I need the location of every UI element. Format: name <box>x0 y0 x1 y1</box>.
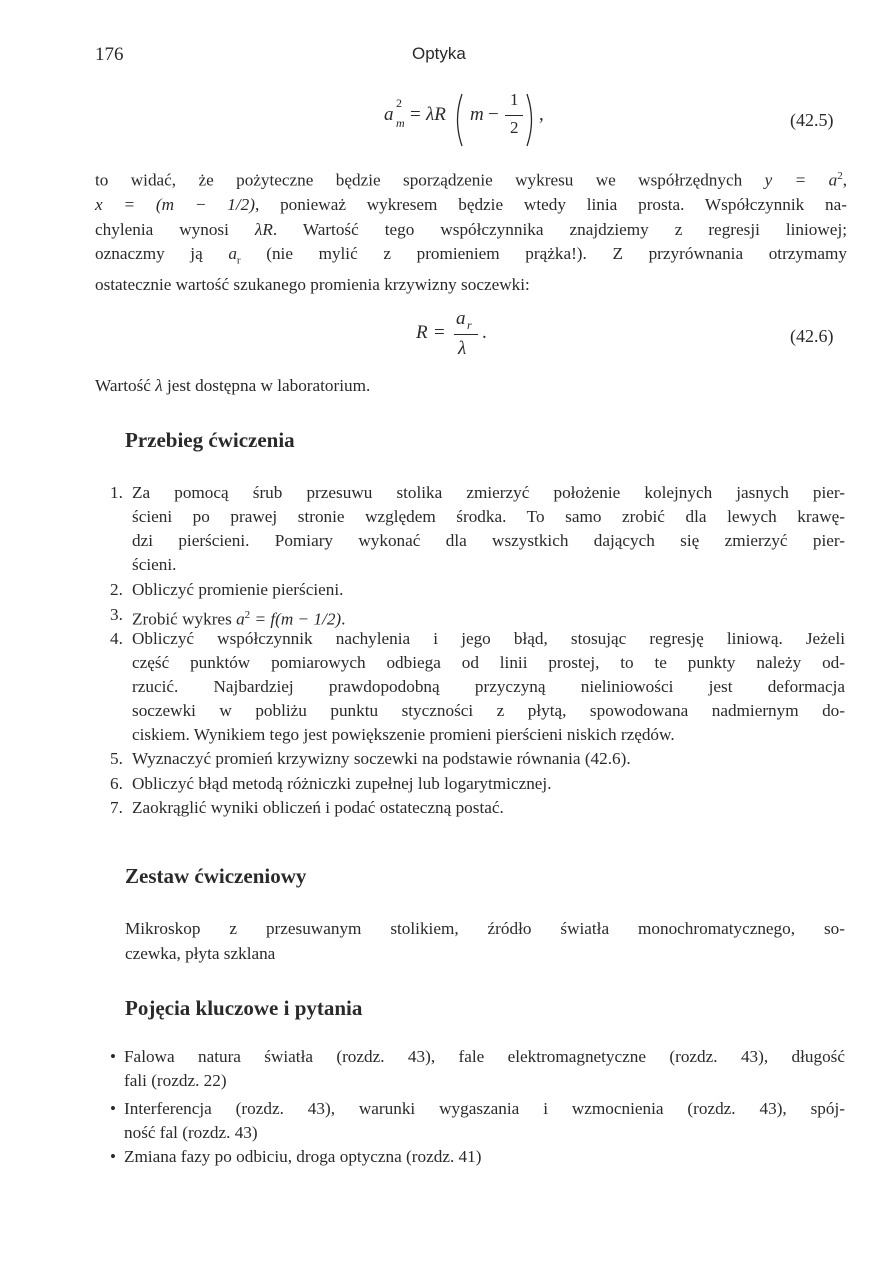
page-number: 176 <box>95 44 124 65</box>
eq-denominator: 2 <box>510 118 519 137</box>
equipment-line1: Mikroskop z przesuwanym stolikiem, źródło światła monochromatycznego, so- <box>125 919 845 938</box>
item4-line3: rzucić. Najbardziej prawdopodobną przyczyną nieliniowości jest deformacja <box>132 677 845 696</box>
bullet-dot-3: • <box>110 1147 116 1166</box>
p1-line3b: . Wartość tego współczynnika znajdziemy z regresji liniowej; <box>272 219 847 239</box>
item3-a: Zrobić wykres <box>132 609 237 629</box>
p1-y-expr: y = a <box>764 170 838 190</box>
list-num-5: 5. <box>110 749 123 768</box>
item1-line2: ścieni po prawej stronie względem środka. To samo zrobić dla lewych krawę- <box>132 507 845 526</box>
eq6-fraction-bar <box>454 334 478 335</box>
bullet2-line1: Interferencja (rozdz. 43), warunki wygaszania i wzmocnienia (rozdz. 43), spój- <box>124 1099 845 1118</box>
running-head: Optyka <box>412 44 466 63</box>
p1-line4b: (nie mylić z promieniem prążka!). Z przyrównania otrzymamy <box>240 244 847 264</box>
list-item-7: Zaokrąglić wyniki obliczeń i podać ostateczną postać. <box>132 798 504 817</box>
item3-dot: . <box>341 609 346 629</box>
eq-equals: = <box>410 104 421 125</box>
item1-line4: ścieni. <box>132 555 177 574</box>
heading-przebieg: Przebieg ćwiczenia <box>125 428 295 452</box>
list-item-5: Wyznaczyć promień krzywizny soczewki na podstawie równania (42.6). <box>132 749 631 768</box>
bullet-item-2 <box>124 1097 845 1145</box>
eq6-equals: = <box>434 322 445 343</box>
list-num-7: 7. <box>110 798 123 817</box>
equation-42-6 <box>416 308 526 368</box>
p1-line5: ostatecznie wartość szukanego promienia krzywizny soczewki: <box>95 275 530 295</box>
p1-a: a <box>228 244 237 264</box>
heading-pojecia: Pojęcia kluczowe i pytania <box>125 996 363 1020</box>
lambda-note-a: Wartość <box>95 376 156 395</box>
eq-lambda-r: λR <box>426 104 446 125</box>
eq6-R: R <box>416 322 428 343</box>
equipment-line2: czewka, płyta szklana <box>125 943 276 963</box>
p1-line1: to widać, że pożyteczne będzie sporządzenie wykresu we współrzędnych <box>95 170 765 190</box>
fraction-bar <box>505 115 523 116</box>
eq-var-m: m <box>470 104 484 125</box>
eq-sub: m <box>396 116 405 130</box>
paragraph-intro <box>95 164 847 298</box>
list-item-4 <box>132 627 845 747</box>
list-item-2: Obliczyć promienie pierścieni. <box>132 580 344 599</box>
left-paren <box>452 92 464 148</box>
eq-numerator: 1 <box>510 90 519 109</box>
item4-line1: Obliczyć współczynnik nachylenia i jego błąd, stosując regresję liniową. Jeżeli <box>132 629 845 648</box>
list-num-6: 6. <box>110 774 123 793</box>
equation-number-42-6: (42.6) <box>790 326 834 346</box>
lambda-symbol: λ <box>155 376 163 395</box>
list-num-3: 3. <box>110 605 123 624</box>
bullet-dot-1: • <box>110 1047 116 1066</box>
bullet1-line2: fali (rozdz. 22) <box>124 1071 227 1090</box>
eq6-numerator: a <box>456 308 466 329</box>
p1-comma: , <box>842 170 847 190</box>
bullet-item-1 <box>124 1045 845 1093</box>
item3-var: a <box>236 609 245 629</box>
right-paren <box>525 92 537 148</box>
list-num-4: 4. <box>110 629 123 648</box>
bullet2-line2: ność fal (rozdz. 43) <box>124 1123 258 1142</box>
p1-sub-r: r <box>236 254 241 267</box>
bullet-item-3: Zmiana fazy po odbiciu, droga optyczna (rozdz. 41) <box>124 1147 482 1166</box>
equation-42-5 <box>384 92 554 152</box>
eq-minus: − <box>488 104 499 125</box>
item1-line1: Za pomocą śrub przesuwu stolika zmierzyć położenie kolejnych jasnych pier- <box>132 483 845 502</box>
item4-line4: soczewki w pobliżu punktu styczności z płytą, spowodowana nadmiernym do- <box>132 701 845 720</box>
p1-line4a: oznaczmy ją <box>95 244 229 264</box>
list-num-2: 2. <box>110 580 123 599</box>
eq6-num-sub: r <box>467 318 472 332</box>
list-item-1 <box>132 481 845 577</box>
equipment-paragraph <box>125 917 845 966</box>
item3-func: = f(m − 1/2) <box>250 609 342 629</box>
list-item-6: Obliczyć błąd metodą różniczki zupełnej lub logarytmicznej. <box>132 774 552 793</box>
p1-line3a: chylenia wynosi <box>95 219 255 239</box>
eq6-dot: . <box>482 322 487 343</box>
p1-lambda-r: λR <box>254 219 273 239</box>
p1-line2: , ponieważ wykresem będzie wtedy linia prosta. Współczynnik na- <box>254 195 847 215</box>
heading-zestaw: Zestaw ćwiczeniowy <box>125 864 307 888</box>
eq-comma: , <box>539 104 544 125</box>
p1-sup: 2 <box>837 170 843 182</box>
lambda-note-c: jest dostępna w laboratorium. <box>162 376 371 395</box>
list-num-1: 1. <box>110 483 123 502</box>
item1-line3: dzi pierścieni. Pomiary wykonać dla wszystkich dających się zmierzyć pier- <box>132 531 845 550</box>
eq6-denominator: λ <box>458 338 467 359</box>
eq-var-a: a <box>384 104 394 125</box>
bullet-dot-2: • <box>110 1099 116 1118</box>
equation-number-42-5: (42.5) <box>790 110 834 130</box>
item4-line2: część punktów pomiarowych odbiega od linii prostej, to te punkty należy od- <box>132 653 845 672</box>
item4-line5: ciskiem. Wynikiem tego jest powiększenie promieni pierścieni niskich rzędów. <box>132 725 675 744</box>
p1-x-expr: x = (m − 1/2) <box>95 195 255 215</box>
lambda-note <box>95 374 370 399</box>
bullet1-line1: Falowa natura światła (rozdz. 43), fale elektromagnetyczne (rozdz. 43), długość <box>124 1047 845 1066</box>
item3-sup: 2 <box>244 609 251 621</box>
eq-sup: 2 <box>396 96 402 110</box>
